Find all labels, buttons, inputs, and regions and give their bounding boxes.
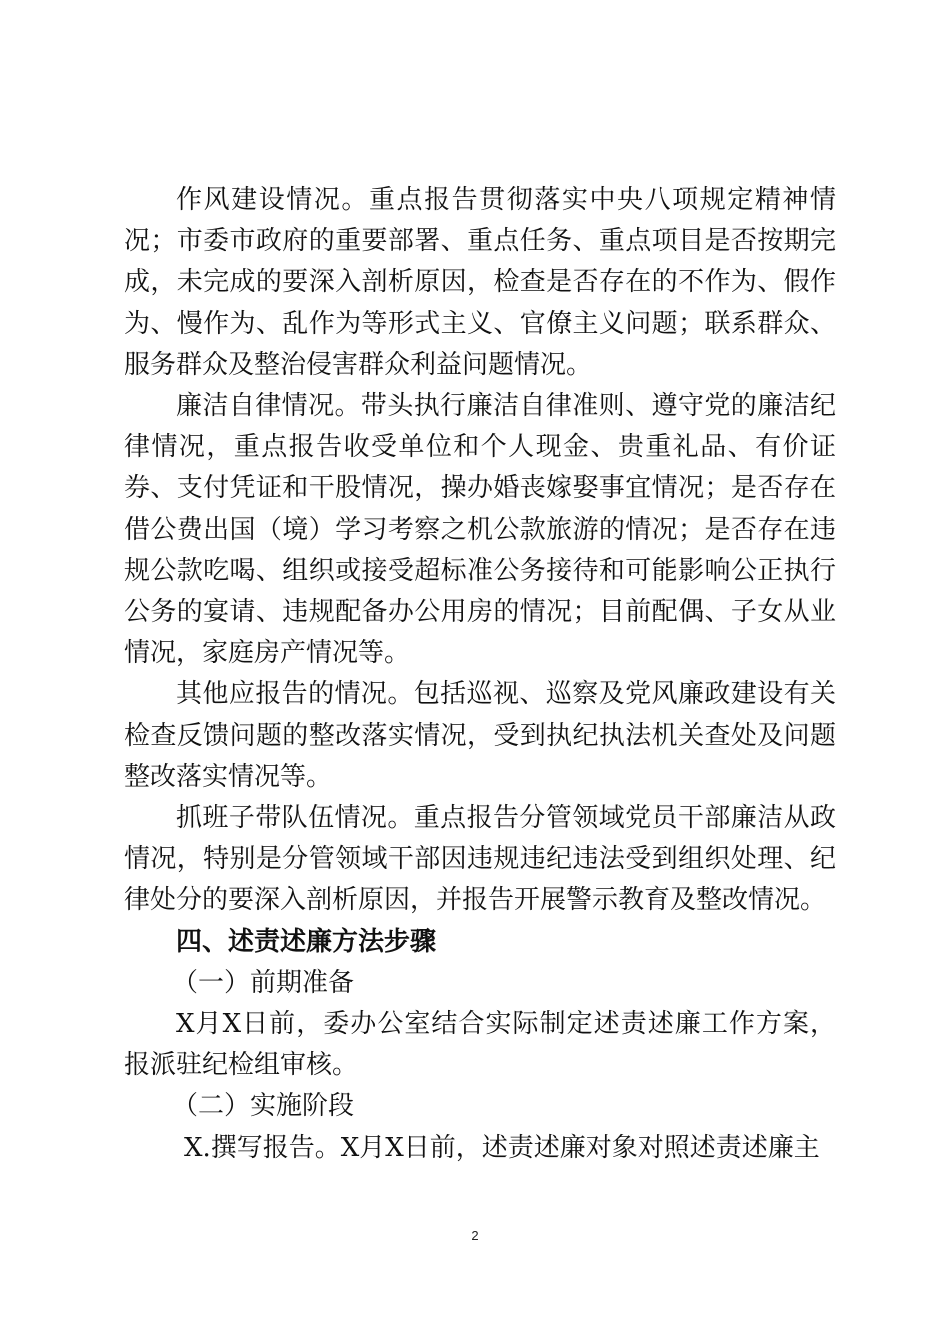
page-number: 2 <box>471 1228 479 1243</box>
section-heading: 四、述责述廉方法步骤 <box>176 926 437 957</box>
paragraph-preparation: X月X日前，委办公室结合实际制定述责述廉工作方案，报派驻纪检组审核。 <box>124 1009 836 1081</box>
document-body <box>124 180 836 1169</box>
paragraph-other-reports: 其他应报告的情况。包括巡视、巡察及党风廉政建设有关检查反馈问题的整改落实情况，受到执纪执法机关查处及问题整改落实情况等。 <box>124 679 836 792</box>
paragraph-team-leadership: 抓班子带队伍情况。重点报告分管领域党员干部廉洁从政情况，特别是分管领域干部因违规违纪违法受到组织处理、纪律处分的要深入剖析原因，并报告开展警示教育及整改情况。 <box>124 803 836 916</box>
paragraph-step-writing: X.撰写报告。X月X日前，述责述廉对象对照述责述廉主 <box>184 1132 820 1163</box>
subsection-heading-preparation: （一）前期准备 <box>172 967 355 998</box>
subsection-heading-implementation: （二）实施阶段 <box>172 1091 355 1122</box>
paragraph-work-style: 作风建设情况。重点报告贯彻落实中央八项规定精神情况；市委市政府的重要部署、重点任务、重点项目是否按期完成，未完成的要深入剖析原因，检查是否存在的不作为、假作为、慢作为、乱作为等形式主义、官僚主义问题；联系群众、服务群众及整治侵害群众利益问题情况。 <box>124 185 836 380</box>
paragraph-integrity: 廉洁自律情况。带头执行廉洁自律准则、遵守党的廉洁纪律情况，重点报告收受单位和个人现金、贵重礼品、有价证券、支付凭证和干股情况，操办婚丧嫁娶事宜情况；是否存在借公费出国（境）学习考察之机公款旅游的情况；是否存在违规公款吃喝、组织或接受超标准公务接待和可能影响公正执行公务的宴请、违规配备办公用房的情况；目前配偶、子女从业情况，家庭房产情况等。 <box>124 391 836 669</box>
